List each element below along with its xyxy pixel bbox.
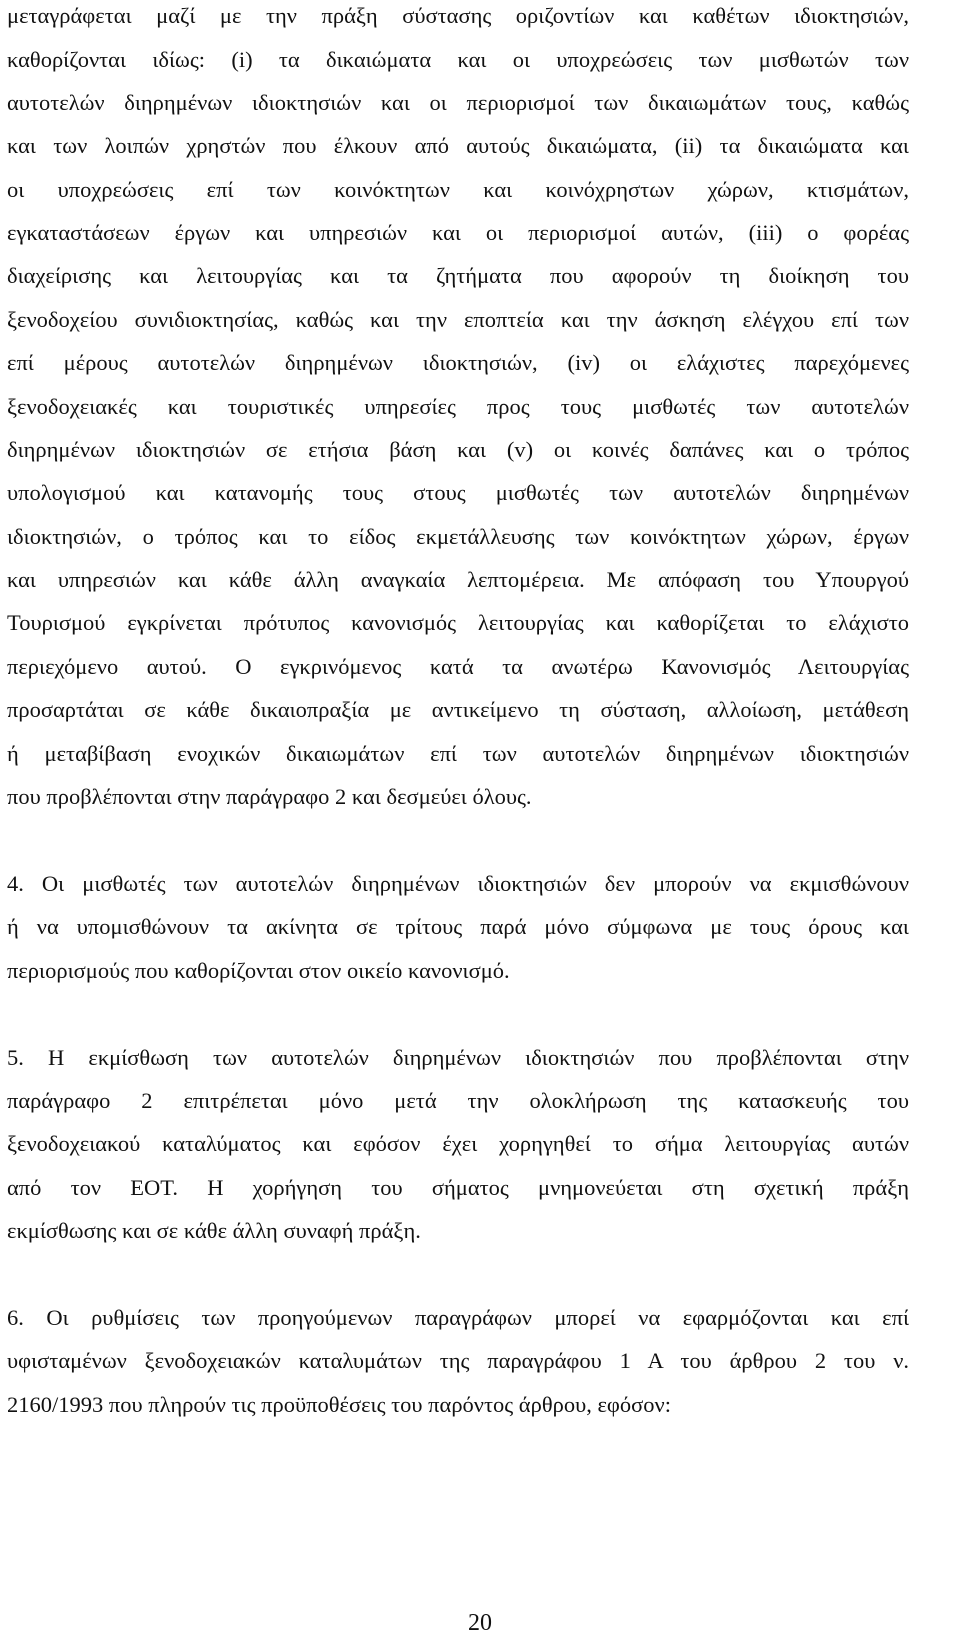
text-line: ξενοδοχειακές και τουριστικές υπηρεσίες προς τους μισθωτές των αυτοτελών bbox=[7, 394, 909, 419]
text-line: 2160/1993 που πληρούν τις προϋποθέσεις του παρόντος άρθρου, εφόσον: bbox=[7, 1392, 671, 1417]
text-line: περιεχόμενο αυτού. Ο εγκρινόμενος κατά τα ανωτέρω Κανονισμός Λειτουργίας bbox=[7, 654, 909, 679]
text-line: που προβλέπονται στην παράγραφο 2 και δεσμεύει όλους. bbox=[7, 784, 532, 809]
text-line: εγκαταστάσεων έργων και υπηρεσιών και οι περιορισμοί αυτών, (iii) ο φορέας bbox=[7, 220, 909, 245]
page-number: 20 bbox=[468, 1610, 492, 1636]
text-line: υφισταμένων ξενοδοχειακών καταλυμάτων της παραγράφου 1 Α του άρθρου 2 του ν. bbox=[7, 1348, 909, 1373]
text-line: ξενοδοχείου συνιδιοκτησίας, καθώς και την εποπτεία και την άσκηση ελέγχου επί των bbox=[7, 307, 909, 332]
text-line: και υπηρεσιών και κάθε άλλη αναγκαία λεπτομέρεια. Με απόφαση του Υπουργού bbox=[7, 567, 909, 592]
text-line: Τουρισμού εγκρίνεται πρότυπος κανονισμός λειτουργίας και καθορίζεται το ελάχιστο bbox=[7, 610, 909, 635]
text-line: υπολογισμού και κατανομής τους στους μισθωτές των αυτοτελών διηρημένων bbox=[7, 480, 909, 505]
text-line: διαχείρισης και λειτουργίας και τα ζητήματα που αφορούν τη διοίκηση του bbox=[7, 263, 909, 288]
text-line: από τον ΕΟΤ. Η χορήγηση του σήματος μνημονεύεται στη σχετική πράξη bbox=[7, 1175, 909, 1200]
text-line: ή να υπομισθώνουν τα ακίνητα σε τρίτους παρά μόνο σύμφωνα με τους όρους και bbox=[7, 914, 909, 939]
text-line: επί μέρους αυτοτελών διηρημένων ιδιοκτησιών, (iv) οι ελάχιστες παρεχόμενες bbox=[7, 350, 909, 375]
text-line: ξενοδοχειακού καταλύματος και εφόσον έχει χορηγηθεί το σήμα λειτουργίας αυτών bbox=[7, 1131, 909, 1156]
text-line: 5. Η εκμίσθωση των αυτοτελών διηρημένων ιδιοκτησιών που προβλέπονται στην bbox=[7, 1045, 909, 1070]
text-line: προσαρτάται σε κάθε δικαιοπραξία με αντικείμενο τη σύσταση, αλλοίωση, μετάθεση bbox=[7, 697, 909, 722]
text-line: οι υποχρεώσεις επί των κοινόκτητων και κοινόχρηστων χώρων, κτισμάτων, bbox=[7, 177, 909, 202]
text-line: εκμίσθωσης και σε κάθε άλλη συναφή πράξη. bbox=[7, 1218, 421, 1243]
text-line: 6. Οι ρυθμίσεις των προηγούμενων παραγράφων μπορεί να εφαρμόζονται και επί bbox=[7, 1305, 909, 1330]
text-line: και των λοιπών χρηστών που έλκουν από αυτούς δικαιώματα, (ii) τα δικαιώματα και bbox=[7, 133, 909, 158]
text-line: καθορίζονται ιδίως: (i) τα δικαιώματα και οι υποχρεώσεις των μισθωτών των bbox=[7, 47, 909, 72]
text-line: μεταγράφεται μαζί με την πράξη σύστασης οριζοντίων και καθέτων ιδιοκτησιών, bbox=[7, 3, 909, 28]
text-line: αυτοτελών διηρημένων ιδιοκτησιών και οι περιορισμοί των δικαιωμάτων τους, καθώς bbox=[7, 90, 909, 115]
text-line: περιορισμούς που καθορίζονται στον οικείο κανονισμό. bbox=[7, 958, 510, 983]
text-line: ιδιοκτησιών, ο τρόπος και το είδος εκμετάλλευσης των κοινόκτητων χώρων, έργων bbox=[7, 524, 909, 549]
text-line: διηρημένων ιδιοκτησιών σε ετήσια βάση και (v) οι κοινές δαπάνες και ο τρόπος bbox=[7, 437, 909, 462]
text-line: 4. Οι μισθωτές των αυτοτελών διηρημένων ιδιοκτησιών δεν μπορούν να εκμισθώνουν bbox=[7, 871, 909, 896]
text-line: ή μεταβίβαση ενοχικών δικαιωμάτων επί των αυτοτελών διηρημένων ιδιοκτησιών bbox=[7, 741, 909, 766]
text-line: παράγραφο 2 επιτρέπεται μόνο μετά την ολοκλήρωση της κατασκευής του bbox=[7, 1088, 909, 1113]
